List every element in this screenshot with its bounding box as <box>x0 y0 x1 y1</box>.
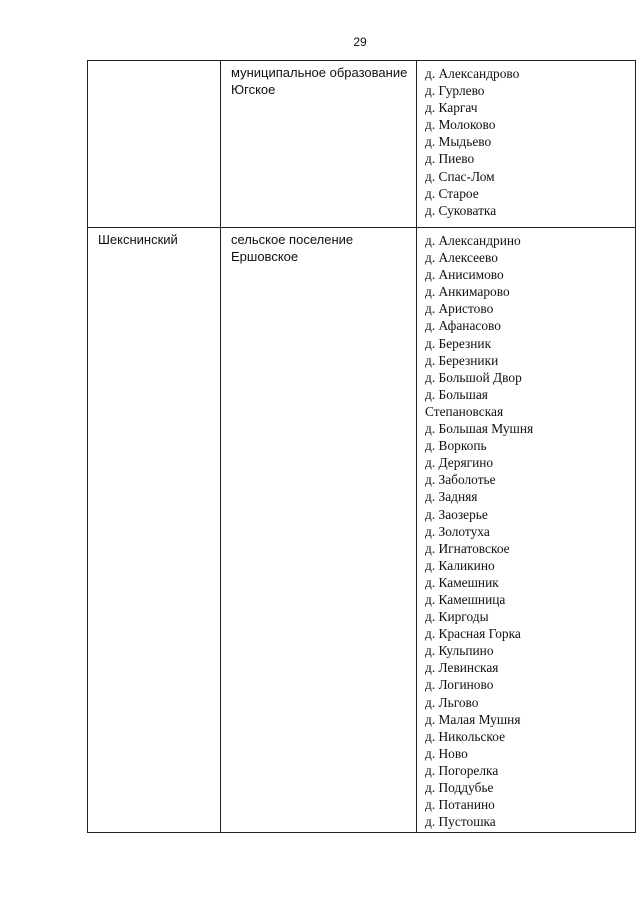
settlement-item: д. Старое <box>425 185 479 201</box>
settlement-item: д. Пиево <box>425 151 475 167</box>
settlements-cell <box>417 61 636 228</box>
settlement-item: д. Воркопь <box>425 438 487 454</box>
settlement-item: д. Киргоды <box>425 609 489 625</box>
settlement-item: д. Анкимарово <box>425 284 510 300</box>
table-row <box>88 228 636 833</box>
settlement-item: д. Левинская <box>425 660 499 676</box>
settlement-item: д. Кульпино <box>425 643 494 659</box>
settlement-item: д. Пустошка <box>425 814 496 830</box>
settlement-item: д. Задняя <box>425 489 478 505</box>
settlement-item: д. Дерягино <box>425 455 494 471</box>
settlement-item: д. Березник <box>425 335 492 351</box>
settlement-item: д. Камешник <box>425 574 499 590</box>
municipality-line: Ершовское <box>231 249 299 265</box>
settlement-item: д. Гурлево <box>425 83 485 99</box>
settlement-item: д. Анисимово <box>425 267 504 283</box>
settlements-cell <box>417 228 636 833</box>
settlement-item: д. Льгово <box>425 694 479 710</box>
settlement-item: д. Камешница <box>425 591 506 607</box>
settlement-item: д. Молоково <box>425 117 496 133</box>
settlement-item: д. Большая Мушня <box>425 421 534 437</box>
settlement-item: д. Ново <box>425 745 468 761</box>
settlement-item: д. Мыдьево <box>425 134 492 150</box>
settlement-item: д. Александрово <box>425 66 520 81</box>
settlement-item: д. Золотуха <box>425 523 490 539</box>
settlement-item: д. Березники <box>425 352 499 368</box>
municipality-cell <box>221 61 417 228</box>
settlement-item: д. Александрино <box>425 233 521 248</box>
settlement-item: д. Спас-Лом <box>425 168 495 184</box>
settlement-item: д. Аристово <box>425 301 494 317</box>
settlement-item: д. Погорелка <box>425 762 499 778</box>
settlement-item: д. Каликино <box>425 557 495 573</box>
district-cell: Шекснинский <box>88 228 221 833</box>
settlement-item: д. Большая <box>425 386 488 402</box>
settlement-item: д. Заозерье <box>425 506 488 522</box>
page-number: 29 <box>353 35 367 49</box>
municipality-line: Югское <box>231 82 276 98</box>
district-cell <box>88 61 221 228</box>
settlement-item: д. Логиново <box>425 677 494 693</box>
settlement-item: д. Красная Горка <box>425 626 521 642</box>
settlement-item: д. Потанино <box>425 797 495 813</box>
municipality-cell <box>221 228 417 833</box>
settlement-item: д. Каргач <box>425 100 478 116</box>
settlement-item: д. Малая Мушня <box>425 711 521 727</box>
settlement-item: д. Поддубье <box>425 780 494 795</box>
settlement-item: д. Афанасово <box>425 318 501 334</box>
municipality-line: сельское поселение <box>231 232 354 247</box>
settlement-item: д. Суковатка <box>425 202 497 218</box>
settlement-item: д. Большой Двор <box>425 369 522 385</box>
table-row <box>88 61 636 228</box>
settlement-item: д. Заболотье <box>425 472 496 488</box>
settlement-item: Степановская <box>425 403 504 419</box>
municipality-line: муниципальное образование <box>231 65 408 80</box>
settlement-item: д. Алексеево <box>425 250 498 266</box>
settlement-item: д. Никольское <box>425 728 506 744</box>
settlement-item: д. Игнатовское <box>425 540 510 556</box>
settlements-table <box>87 60 636 833</box>
